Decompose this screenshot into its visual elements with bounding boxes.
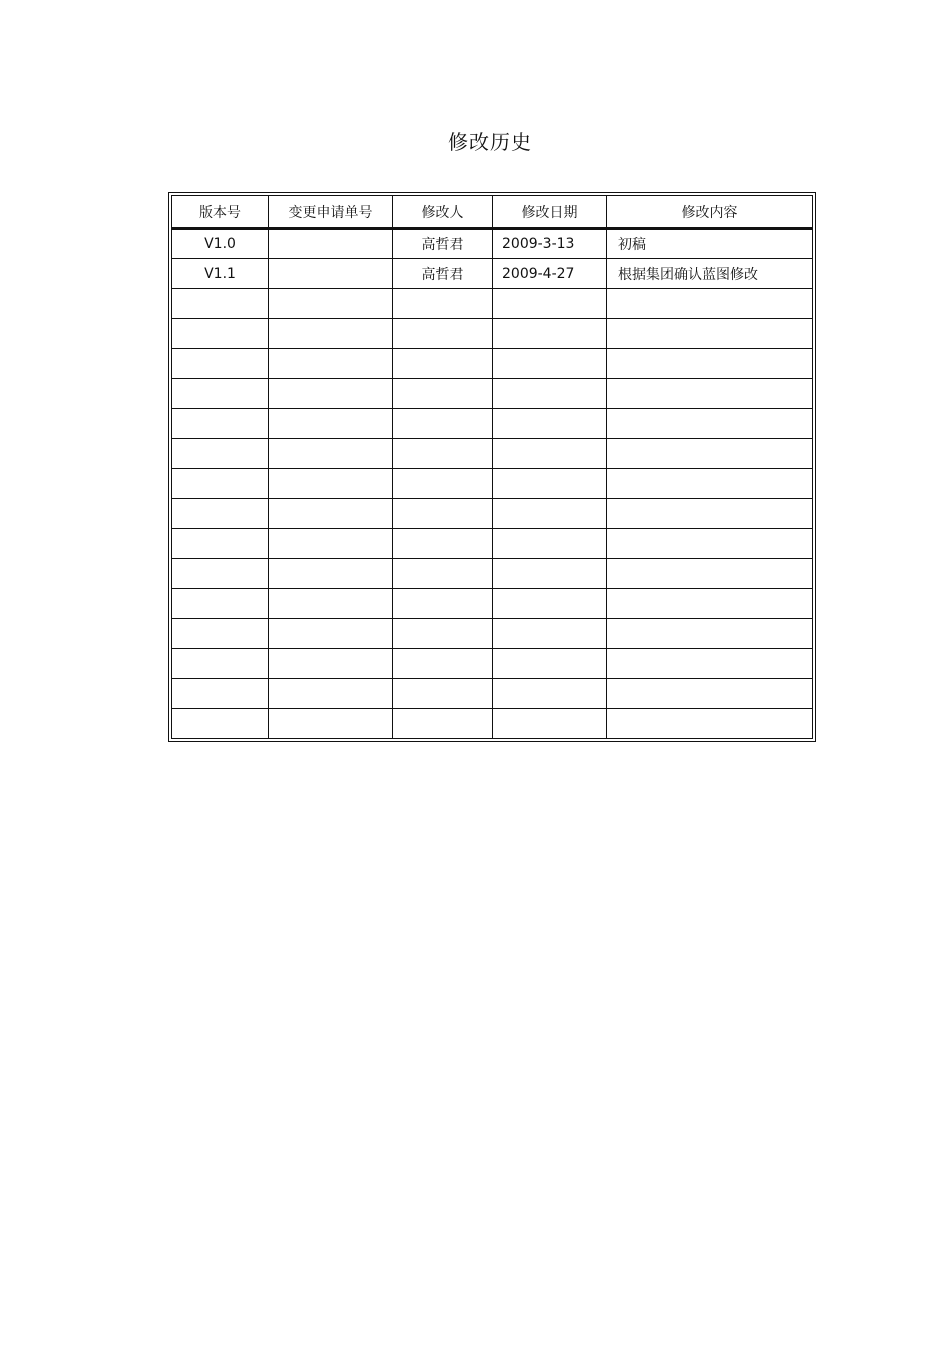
table-row <box>172 649 813 679</box>
change-request-cell <box>269 589 393 619</box>
modifier-cell <box>393 679 493 709</box>
date-cell <box>493 469 607 499</box>
header-modifier: 修改人 <box>393 196 493 229</box>
content-cell <box>607 649 813 679</box>
table-row <box>172 499 813 529</box>
change-request-cell <box>269 349 393 379</box>
revision-history-table <box>171 195 813 739</box>
change-request-cell <box>269 229 393 259</box>
modifier-cell <box>393 649 493 679</box>
content-cell <box>607 319 813 349</box>
modifier-cell <box>393 499 493 529</box>
change-request-cell <box>269 289 393 319</box>
header-modification-date: 修改日期 <box>493 196 607 229</box>
change-request-cell <box>269 379 393 409</box>
table-row <box>172 529 813 559</box>
modifier-cell <box>393 439 493 469</box>
date-cell: 2009-4-27 <box>493 259 607 289</box>
content-cell <box>607 529 813 559</box>
header-change-request-number: 变更申请单号 <box>269 196 393 229</box>
date-cell: 2009-3-13 <box>493 229 607 259</box>
modifier-cell: 高哲君 <box>393 259 493 289</box>
date-cell <box>493 349 607 379</box>
version-cell <box>172 529 269 559</box>
modifier-cell <box>393 529 493 559</box>
header-modification-content: 修改内容 <box>607 196 813 229</box>
version-cell: V1.1 <box>172 259 269 289</box>
modifier-cell <box>393 409 493 439</box>
date-cell <box>493 649 607 679</box>
modifier-cell <box>393 619 493 649</box>
version-cell <box>172 679 269 709</box>
content-cell <box>607 679 813 709</box>
change-request-cell <box>269 619 393 649</box>
version-cell <box>172 289 269 319</box>
date-cell <box>493 529 607 559</box>
version-cell <box>172 499 269 529</box>
content-cell <box>607 469 813 499</box>
content-cell: 初稿 <box>607 229 813 259</box>
change-request-cell <box>269 469 393 499</box>
change-request-cell <box>269 319 393 349</box>
table-row <box>172 289 813 319</box>
table-row <box>172 379 813 409</box>
date-cell <box>493 559 607 589</box>
change-request-cell <box>269 529 393 559</box>
change-request-cell <box>269 709 393 739</box>
table-row <box>172 229 813 259</box>
page-title: 修改历史 <box>448 130 532 154</box>
table-row <box>172 679 813 709</box>
content-cell <box>607 349 813 379</box>
version-cell <box>172 349 269 379</box>
table-row <box>172 409 813 439</box>
date-cell <box>493 679 607 709</box>
change-request-cell <box>269 439 393 469</box>
date-cell <box>493 499 607 529</box>
table-row <box>172 589 813 619</box>
table-row <box>172 259 813 289</box>
table-row <box>172 349 813 379</box>
date-cell <box>493 619 607 649</box>
table-row <box>172 619 813 649</box>
content-cell <box>607 559 813 589</box>
content-cell <box>607 379 813 409</box>
change-request-cell <box>269 679 393 709</box>
modifier-cell <box>393 559 493 589</box>
version-cell <box>172 709 269 739</box>
version-cell <box>172 319 269 349</box>
version-cell <box>172 469 269 499</box>
date-cell <box>493 709 607 739</box>
table-row <box>172 439 813 469</box>
date-cell <box>493 289 607 319</box>
modifier-cell: 高哲君 <box>393 229 493 259</box>
date-cell <box>493 409 607 439</box>
content-cell <box>607 439 813 469</box>
content-cell <box>607 619 813 649</box>
version-cell: V1.0 <box>172 229 269 259</box>
table-row <box>172 559 813 589</box>
modifier-cell <box>393 319 493 349</box>
version-cell <box>172 559 269 589</box>
content-cell <box>607 589 813 619</box>
revision-history-table-frame <box>168 192 816 742</box>
content-cell <box>607 289 813 319</box>
modifier-cell <box>393 469 493 499</box>
version-cell <box>172 379 269 409</box>
modifier-cell <box>393 289 493 319</box>
version-cell <box>172 409 269 439</box>
content-cell <box>607 709 813 739</box>
table-row <box>172 319 813 349</box>
date-cell <box>493 379 607 409</box>
content-cell <box>607 409 813 439</box>
modifier-cell <box>393 589 493 619</box>
version-cell <box>172 439 269 469</box>
version-cell <box>172 619 269 649</box>
change-request-cell <box>269 499 393 529</box>
change-request-cell <box>269 409 393 439</box>
table-row <box>172 709 813 739</box>
table-row <box>172 469 813 499</box>
change-request-cell <box>269 559 393 589</box>
change-request-cell <box>269 649 393 679</box>
content-cell: 根据集团确认蓝图修改 <box>607 259 813 289</box>
content-cell <box>607 499 813 529</box>
version-cell <box>172 649 269 679</box>
date-cell <box>493 589 607 619</box>
version-cell <box>172 589 269 619</box>
header-version: 版本号 <box>172 196 269 229</box>
table-header-row <box>172 196 813 229</box>
date-cell <box>493 319 607 349</box>
modifier-cell <box>393 379 493 409</box>
change-request-cell <box>269 259 393 289</box>
modifier-cell <box>393 349 493 379</box>
date-cell <box>493 439 607 469</box>
modifier-cell <box>393 709 493 739</box>
